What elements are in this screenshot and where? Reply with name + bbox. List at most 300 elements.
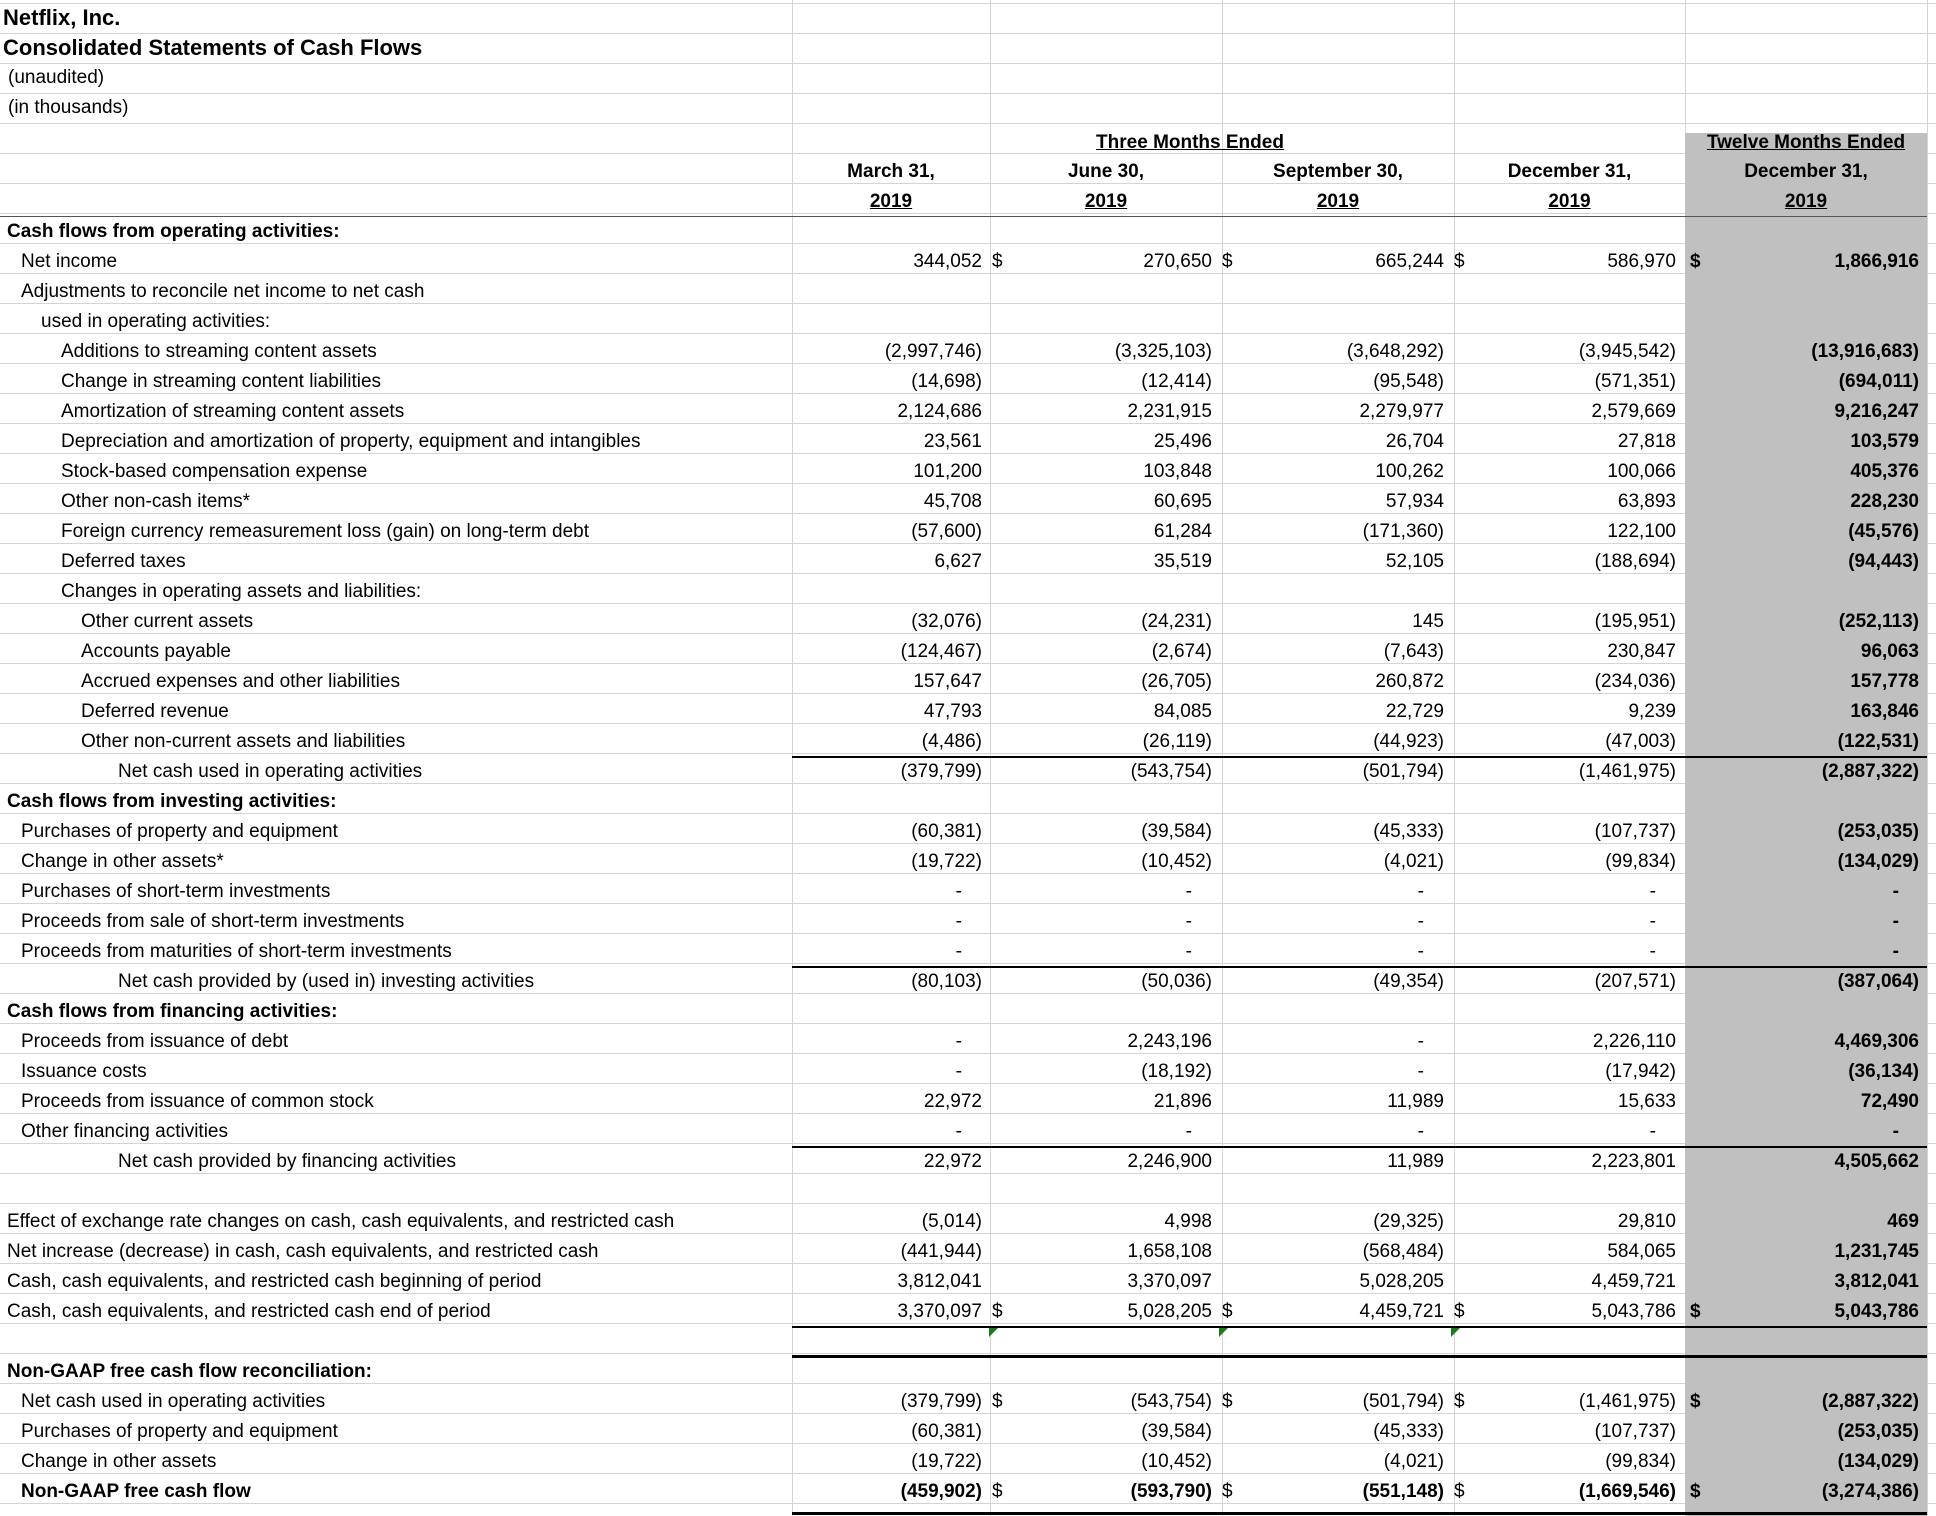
row-label[interactable]: Net cash provided by (used in) investing activities (118, 971, 535, 992)
value-q4[interactable]: 122,100 (1607, 521, 1676, 542)
statement-row (0, 277, 1936, 307)
value-twelve-months[interactable]: (122,531) (1837, 731, 1919, 752)
statement-row (0, 847, 1936, 877)
value-q2[interactable]: (12,414) (1141, 371, 1212, 392)
value-twelve-months[interactable]: 3,812,041 (1834, 1271, 1919, 1292)
value-q1[interactable]: 2,124,686 (897, 401, 982, 422)
cell-warning-indicator[interactable] (1451, 1328, 1460, 1337)
value-twelve-months[interactable]: - (1892, 941, 1899, 962)
value-q2[interactable]: (593,790) (1130, 1481, 1212, 1502)
value-q4[interactable]: 2,226,110 (1592, 1031, 1676, 1052)
value-q1[interactable]: (57,600) (911, 521, 982, 542)
row-label[interactable]: used in operating activities: (41, 311, 271, 332)
row-label[interactable]: Net income (21, 251, 118, 272)
statement-row (0, 1177, 1936, 1207)
col-header-dec[interactable]: December 31, (1507, 161, 1632, 182)
row-label[interactable]: Other non-current assets and liabilities (81, 731, 406, 752)
company-row (0, 3, 1936, 33)
value-q3[interactable]: 4,459,721 (1359, 1301, 1444, 1322)
value-q4[interactable]: (1,669,546) (1578, 1481, 1676, 1502)
value-q2[interactable]: 25,496 (1153, 431, 1212, 452)
value-q2[interactable]: (39,584) (1141, 1421, 1212, 1442)
value-q4[interactable]: (47,003) (1605, 731, 1676, 752)
value-twelve-months[interactable]: (2,887,322) (1821, 761, 1919, 782)
value-twelve-months[interactable]: (45,576) (1848, 521, 1919, 542)
dollar-sign: $ (1454, 251, 1465, 272)
value-q4[interactable]: 586,970 (1607, 251, 1676, 272)
statement-row (0, 607, 1936, 637)
value-q4[interactable]: (571,351) (1594, 371, 1676, 392)
statement-row (0, 1327, 1936, 1357)
value-q3[interactable]: (4,021) (1383, 851, 1444, 872)
statement-row (0, 667, 1936, 697)
value-q3[interactable]: - (1417, 1121, 1424, 1142)
value-q4[interactable]: 230,847 (1607, 641, 1676, 662)
value-q4[interactable]: 29,810 (1617, 1211, 1676, 1232)
value-q2[interactable]: (18,192) (1141, 1061, 1212, 1082)
row-label[interactable]: Accounts payable (81, 641, 231, 662)
value-q4[interactable]: 4,459,721 (1591, 1271, 1676, 1292)
value-q1[interactable]: (60,381) (911, 821, 982, 842)
value-q2[interactable]: (26,705) (1141, 671, 1212, 692)
value-twelve-months[interactable]: 1,231,745 (1834, 1241, 1919, 1262)
row-label[interactable]: Other financing activities (21, 1121, 228, 1142)
dollar-sign: $ (1222, 251, 1233, 272)
value-q2[interactable]: 103,848 (1143, 461, 1212, 482)
value-q4[interactable]: (107,737) (1594, 1421, 1676, 1442)
value-q2[interactable]: 2,231,915 (1127, 401, 1212, 422)
company-name[interactable]: Netflix, Inc. (3, 5, 121, 30)
statement-row (0, 307, 1936, 337)
value-q4[interactable]: (99,834) (1605, 851, 1676, 872)
value-q4[interactable]: - (1649, 911, 1656, 932)
row-label[interactable]: Purchases of property and equipment (21, 1421, 338, 1442)
row-label[interactable]: Amortization of streaming content assets (61, 401, 405, 422)
value-twelve-months[interactable]: 103,579 (1850, 431, 1919, 452)
value-twelve-months[interactable]: (134,029) (1837, 1451, 1919, 1472)
date-header-row (0, 157, 1936, 187)
value-q1[interactable]: - (955, 881, 962, 902)
value-q2[interactable]: (10,452) (1141, 1451, 1212, 1472)
value-q1[interactable]: 344,052 (913, 251, 982, 272)
value-twelve-months[interactable]: (694,011) (1838, 371, 1919, 392)
dollar-sign: $ (1690, 1301, 1701, 1322)
value-q2[interactable]: - (1185, 1121, 1192, 1142)
value-q3[interactable]: - (1417, 941, 1424, 962)
value-twelve-months[interactable]: 72,490 (1860, 1091, 1919, 1112)
value-q3[interactable]: 2,279,977 (1359, 401, 1444, 422)
three-months-header[interactable]: Three Months Ended (1096, 132, 1284, 153)
unaudited-note[interactable]: (unaudited) (8, 67, 105, 88)
value-q1[interactable]: - (955, 1031, 962, 1052)
statement-row (0, 1387, 1936, 1417)
row-label[interactable]: Change in other assets* (21, 851, 224, 872)
value-q3[interactable]: 665,244 (1375, 251, 1444, 272)
value-q4[interactable]: (17,942) (1605, 1061, 1676, 1082)
value-q1[interactable]: (4,486) (921, 731, 982, 752)
value-q4[interactable]: (107,737) (1594, 821, 1676, 842)
units-note[interactable]: (in thousands) (8, 97, 129, 118)
statement-row (0, 547, 1936, 577)
value-q3[interactable]: (3,648,292) (1346, 341, 1444, 362)
value-twelve-months[interactable]: 228,230 (1850, 491, 1919, 512)
statement-row (0, 1237, 1936, 1267)
value-q1[interactable]: (5,014) (921, 1211, 982, 1232)
row-label[interactable]: Purchases of property and equipment (21, 821, 338, 842)
value-q1[interactable]: 47,793 (923, 701, 982, 722)
value-twelve-months[interactable]: (2,887,322) (1821, 1391, 1919, 1412)
statement-row (0, 1117, 1936, 1147)
row-label[interactable]: Purchases of short-term investments (21, 881, 331, 902)
col-header-fy[interactable]: December 31, (1744, 161, 1868, 182)
value-q2[interactable]: 35,519 (1153, 551, 1212, 572)
value-twelve-months[interactable]: (253,035) (1837, 821, 1919, 842)
value-q2[interactable]: - (1185, 881, 1192, 902)
value-q2[interactable]: (10,452) (1141, 851, 1212, 872)
row-label[interactable]: Issuance costs (21, 1061, 147, 1082)
dollar-sign: $ (992, 1301, 1003, 1322)
row-label[interactable]: Cash, cash equivalents, and restricted cash end of period (7, 1301, 491, 1322)
dollar-sign: $ (1222, 1481, 1233, 1502)
value-q3[interactable]: 22,729 (1385, 701, 1444, 722)
statement-row (0, 1147, 1936, 1177)
header-rule (0, 216, 1927, 217)
twelve-months-header[interactable]: Twelve Months Ended (1706, 132, 1906, 153)
value-q4[interactable]: (234,036) (1594, 671, 1676, 692)
value-q1[interactable]: (379,799) (900, 761, 982, 782)
statement-row (0, 33, 1936, 63)
col-header-sep[interactable]: September 30, (1273, 161, 1403, 182)
value-q4[interactable]: 15,633 (1617, 1091, 1676, 1112)
value-q3[interactable]: (4,021) (1383, 1451, 1444, 1472)
row-label[interactable]: Cash flows from operating activities: (7, 221, 340, 242)
value-q3[interactable]: 52,105 (1385, 551, 1444, 572)
value-q3[interactable]: - (1417, 1061, 1424, 1082)
row-label[interactable]: Depreciation and amortization of property, equipment and intangibles (61, 431, 641, 452)
gridline-horizontal (0, 123, 1936, 124)
statement-row (0, 1477, 1936, 1507)
row-label[interactable] (0, 1327, 790, 1357)
value-q4[interactable]: 9,239 (1628, 701, 1676, 722)
value-q2[interactable]: (24,231) (1141, 611, 1212, 632)
value-q4[interactable]: 5,043,786 (1591, 1301, 1676, 1322)
value-twelve-months[interactable]: (387,064) (1837, 971, 1919, 992)
value-twelve-months[interactable]: - (1892, 881, 1899, 902)
value-twelve-months[interactable]: (253,035) (1837, 1421, 1919, 1442)
value-q1[interactable]: (459,902) (900, 1481, 982, 1502)
row-label[interactable]: Additions to streaming content assets (61, 341, 377, 362)
value-q1[interactable]: (19,722) (911, 1451, 982, 1472)
statement-row (0, 1057, 1936, 1087)
value-q3[interactable]: (501,794) (1362, 761, 1444, 782)
value-q1[interactable]: - (955, 941, 962, 962)
statement-row (0, 1027, 1936, 1057)
row-label[interactable]: Proceeds from maturities of short-term investments (21, 941, 452, 962)
value-q2[interactable]: (26,119) (1142, 731, 1212, 752)
value-q1[interactable]: 3,812,041 (897, 1271, 982, 1292)
dollar-sign: $ (1222, 1391, 1233, 1412)
statement-row (0, 397, 1936, 427)
statement-row (0, 967, 1936, 997)
value-twelve-months[interactable]: (3,274,386) (1821, 1481, 1919, 1502)
value-q3[interactable]: 26,704 (1385, 431, 1444, 452)
row-label[interactable]: Stock-based compensation expense (61, 461, 368, 482)
value-twelve-months[interactable]: 163,846 (1850, 701, 1919, 722)
row-label[interactable]: Change in streaming content liabilities (61, 371, 382, 392)
statement-row (0, 427, 1936, 457)
total-rule (792, 1326, 1927, 1328)
row-label[interactable]: Net cash used in operating activities (21, 1391, 326, 1412)
value-twelve-months[interactable]: 4,505,662 (1834, 1151, 1919, 1172)
value-q1[interactable]: (441,944) (900, 1241, 982, 1262)
period-header-row (0, 128, 1936, 158)
value-twelve-months[interactable]: (252,113) (1838, 611, 1919, 632)
row-label[interactable]: Other current assets (81, 611, 254, 632)
year-header-row (0, 187, 1936, 217)
statement-row (0, 997, 1936, 1027)
value-q4[interactable]: - (1649, 1121, 1656, 1142)
statement-row (0, 817, 1936, 847)
statement-row (0, 247, 1936, 277)
dollar-sign: $ (1454, 1481, 1465, 1502)
col-header-mar[interactable]: March 31, (847, 161, 935, 182)
row-label[interactable] (0, 1177, 790, 1207)
value-q3[interactable]: 11,989 (1387, 1151, 1444, 1172)
value-q3[interactable]: - (1417, 1031, 1424, 1052)
value-twelve-months[interactable]: (36,134) (1848, 1061, 1919, 1082)
value-twelve-months[interactable]: (134,029) (1837, 851, 1919, 872)
statement-row (0, 367, 1936, 397)
value-q3[interactable]: - (1417, 911, 1424, 932)
total-rule (792, 756, 1927, 758)
value-q3[interactable]: 260,872 (1375, 671, 1444, 692)
value-twelve-months[interactable]: 4,469,306 (1834, 1031, 1919, 1052)
value-q2[interactable]: 3,370,097 (1127, 1271, 1212, 1292)
value-twelve-months[interactable]: 405,376 (1850, 461, 1919, 482)
value-q3[interactable]: 5,028,205 (1359, 1271, 1444, 1292)
value-q3[interactable]: (568,484) (1362, 1241, 1444, 1262)
dollar-sign: $ (992, 251, 1003, 272)
value-q2[interactable]: - (1185, 941, 1192, 962)
row-label[interactable]: Cash flows from financing activities: (7, 1001, 338, 1022)
value-q1[interactable]: 23,561 (923, 431, 982, 452)
row-label[interactable]: Cash flows from investing activities: (7, 791, 337, 812)
statement-row (0, 1267, 1936, 1297)
value-q4[interactable]: 27,818 (1617, 431, 1676, 452)
total-rule (792, 966, 1927, 968)
value-q2[interactable]: (2,674) (1151, 641, 1212, 662)
statement-row (0, 637, 1936, 667)
value-q3[interactable]: (171,360) (1362, 521, 1444, 542)
row-label[interactable]: Non-GAAP free cash flow reconciliation: (7, 1361, 372, 1382)
value-q2[interactable]: (3,325,103) (1114, 341, 1212, 362)
value-q4[interactable]: (195,951) (1594, 611, 1676, 632)
statement-row (0, 877, 1936, 907)
col-year-mar[interactable]: 2019 (869, 191, 913, 212)
value-q3[interactable]: 11,989 (1387, 1091, 1444, 1112)
value-q1[interactable]: 101,200 (913, 461, 982, 482)
value-q2[interactable]: 5,028,205 (1127, 1301, 1212, 1322)
row-label[interactable]: Cash, cash equivalents, and restricted cash beginning of period (7, 1271, 542, 1292)
row-label[interactable]: Adjustments to reconcile net income to net cash (21, 281, 425, 302)
value-q4[interactable]: - (1649, 941, 1656, 962)
value-q4[interactable]: 2,223,801 (1591, 1151, 1676, 1172)
value-q1[interactable]: 157,647 (913, 671, 982, 692)
value-twelve-months[interactable]: 96,063 (1860, 641, 1919, 662)
row-label[interactable]: Changes in operating assets and liabilities: (61, 581, 422, 602)
statement-row (0, 1087, 1936, 1117)
unaudited-row (0, 63, 1936, 93)
value-q1[interactable]: (32,076) (911, 611, 982, 632)
value-q3[interactable]: (551,148) (1362, 1481, 1444, 1502)
row-label[interactable]: Deferred revenue (81, 701, 229, 722)
dollar-sign: $ (1690, 251, 1701, 272)
value-q1[interactable]: (14,698) (911, 371, 982, 392)
value-q1[interactable]: - (955, 1121, 962, 1142)
value-q4[interactable]: (207,571) (1594, 971, 1676, 992)
value-q4[interactable]: 584,065 (1607, 1241, 1676, 1262)
row-label[interactable]: Other non-cash items* (61, 491, 251, 512)
statement-title[interactable]: Consolidated Statements of Cash Flows (3, 35, 423, 60)
value-q1[interactable]: (60,381) (911, 1421, 982, 1442)
value-q4[interactable]: 63,893 (1617, 491, 1676, 512)
statement-row (0, 577, 1936, 607)
value-q2[interactable]: 270,650 (1143, 251, 1212, 272)
value-q2[interactable]: (39,584) (1141, 821, 1212, 842)
value-q4[interactable]: (1,461,975) (1578, 761, 1676, 782)
value-q4[interactable]: (3,945,542) (1578, 341, 1676, 362)
value-q4[interactable]: 100,066 (1607, 461, 1676, 482)
dollar-sign: $ (1690, 1391, 1701, 1412)
statement-row (0, 907, 1936, 937)
value-q2[interactable]: 4,998 (1164, 1211, 1212, 1232)
value-q1[interactable]: (124,467) (900, 641, 982, 662)
value-q3[interactable]: 57,934 (1385, 491, 1444, 512)
dollar-sign: $ (992, 1391, 1003, 1412)
value-twelve-months[interactable]: 157,778 (1850, 671, 1919, 692)
value-q1[interactable]: 22,972 (923, 1151, 982, 1172)
value-q1[interactable]: 3,370,097 (897, 1301, 982, 1322)
value-twelve-months[interactable]: 5,043,786 (1834, 1301, 1919, 1322)
value-q1[interactable]: - (955, 911, 962, 932)
value-twelve-months[interactable]: 469 (1887, 1211, 1919, 1232)
value-q3[interactable]: (29,325) (1373, 1211, 1444, 1232)
col-year-fy[interactable]: 2019 (1784, 191, 1828, 212)
value-q1[interactable]: - (955, 1061, 962, 1082)
value-q2[interactable]: 1,658,108 (1127, 1241, 1212, 1262)
value-q2[interactable]: 2,243,196 (1127, 1031, 1212, 1052)
value-q1[interactable]: (80,103) (911, 971, 982, 992)
value-q2[interactable]: 60,695 (1153, 491, 1212, 512)
row-label[interactable]: Net cash used in operating activities (118, 761, 423, 782)
value-q4[interactable]: - (1649, 881, 1656, 902)
statement-row (0, 937, 1936, 967)
value-twelve-months[interactable]: (94,443) (1848, 551, 1919, 572)
statement-row (0, 457, 1936, 487)
cell-warning-indicator[interactable] (1219, 1328, 1228, 1337)
value-q4[interactable]: (99,834) (1605, 1451, 1676, 1472)
col-year-dec[interactable]: 2019 (1548, 191, 1591, 212)
value-q3[interactable]: (44,923) (1373, 731, 1444, 752)
row-label[interactable]: Net cash provided by financing activities (118, 1151, 456, 1172)
value-q3[interactable]: (49,354) (1373, 971, 1444, 992)
dollar-sign: $ (1690, 1481, 1701, 1502)
value-q1[interactable]: 22,972 (923, 1091, 982, 1112)
row-label[interactable]: Net increase (decrease) in cash, cash equivalents, and restricted cash (7, 1241, 599, 1262)
value-q4[interactable]: 2,579,669 (1591, 401, 1676, 422)
value-q2[interactable]: 21,896 (1153, 1091, 1212, 1112)
row-label[interactable]: Accrued expenses and other liabilities (81, 671, 400, 692)
units-row (0, 93, 1936, 123)
value-q4[interactable]: (1,461,975) (1578, 1391, 1676, 1412)
col-year-jun[interactable]: 2019 (1084, 191, 1128, 212)
total-rule (792, 1146, 1927, 1148)
value-twelve-months[interactable]: 9,216,247 (1834, 401, 1919, 422)
col-year-sep[interactable]: 2019 (1316, 191, 1360, 212)
cell-warning-indicator[interactable] (989, 1328, 998, 1337)
statement-row (0, 1357, 1936, 1387)
dollar-sign: $ (992, 1481, 1003, 1502)
row-label[interactable]: Non-GAAP free cash flow (21, 1481, 251, 1502)
row-label[interactable]: Foreign currency remeasurement loss (gain) on long-term debt (61, 521, 590, 542)
value-q3[interactable]: 145 (1412, 611, 1444, 632)
value-q1[interactable]: (19,722) (911, 851, 982, 872)
col-header-jun[interactable]: June 30, (1067, 161, 1145, 182)
value-q4[interactable]: (188,694) (1594, 551, 1676, 572)
value-q3[interactable]: 100,262 (1375, 461, 1444, 482)
statement-row (0, 787, 1936, 817)
value-q2[interactable]: 84,085 (1153, 701, 1212, 722)
value-q2[interactable]: 61,284 (1153, 521, 1212, 542)
value-q3[interactable]: (45,333) (1373, 1421, 1444, 1442)
dollar-sign: $ (1454, 1391, 1465, 1412)
value-q2[interactable]: 2,246,900 (1127, 1151, 1212, 1172)
row-label[interactable]: Change in other assets (21, 1451, 217, 1472)
dollar-sign: $ (1222, 1301, 1233, 1322)
row-label[interactable]: Proceeds from issuance of debt (21, 1031, 289, 1052)
value-q3[interactable]: (501,794) (1362, 1391, 1444, 1412)
value-twelve-months[interactable]: 1,866,916 (1834, 251, 1919, 272)
value-q2[interactable]: (543,754) (1130, 761, 1212, 782)
value-q3[interactable]: (7,643) (1383, 641, 1444, 662)
row-label[interactable]: Proceeds from issuance of common stock (21, 1091, 374, 1112)
value-twelve-months[interactable]: - (1892, 911, 1899, 932)
value-q3[interactable]: (95,548) (1373, 371, 1444, 392)
row-label[interactable]: Effect of exchange rate changes on cash, cash equivalents, and restricted cash (7, 1211, 675, 1232)
statement-row (0, 1207, 1936, 1237)
row-label[interactable]: Proceeds from sale of short-term investments (21, 911, 405, 932)
statement-row (0, 517, 1936, 547)
value-q1[interactable]: 45,708 (923, 491, 982, 512)
statement-row (0, 487, 1936, 517)
value-q1[interactable]: 6,627 (934, 551, 982, 572)
row-label[interactable]: Deferred taxes (61, 551, 186, 572)
value-twelve-months[interactable]: (13,916,683) (1811, 341, 1919, 362)
value-q3[interactable]: - (1417, 881, 1424, 902)
value-q2[interactable]: (543,754) (1130, 1391, 1212, 1412)
statement-row (0, 727, 1936, 757)
value-q3[interactable]: (45,333) (1373, 821, 1444, 842)
dollar-sign: $ (1454, 1301, 1465, 1322)
value-q2[interactable]: - (1185, 911, 1192, 932)
statement-row (0, 1417, 1936, 1447)
value-q1[interactable]: (379,799) (900, 1391, 982, 1412)
value-q2[interactable]: (50,036) (1141, 971, 1212, 992)
double-rule (792, 1355, 1927, 1358)
value-q1[interactable]: (2,997,746) (884, 341, 982, 362)
value-twelve-months[interactable]: - (1892, 1121, 1899, 1142)
statement-row (0, 337, 1936, 367)
